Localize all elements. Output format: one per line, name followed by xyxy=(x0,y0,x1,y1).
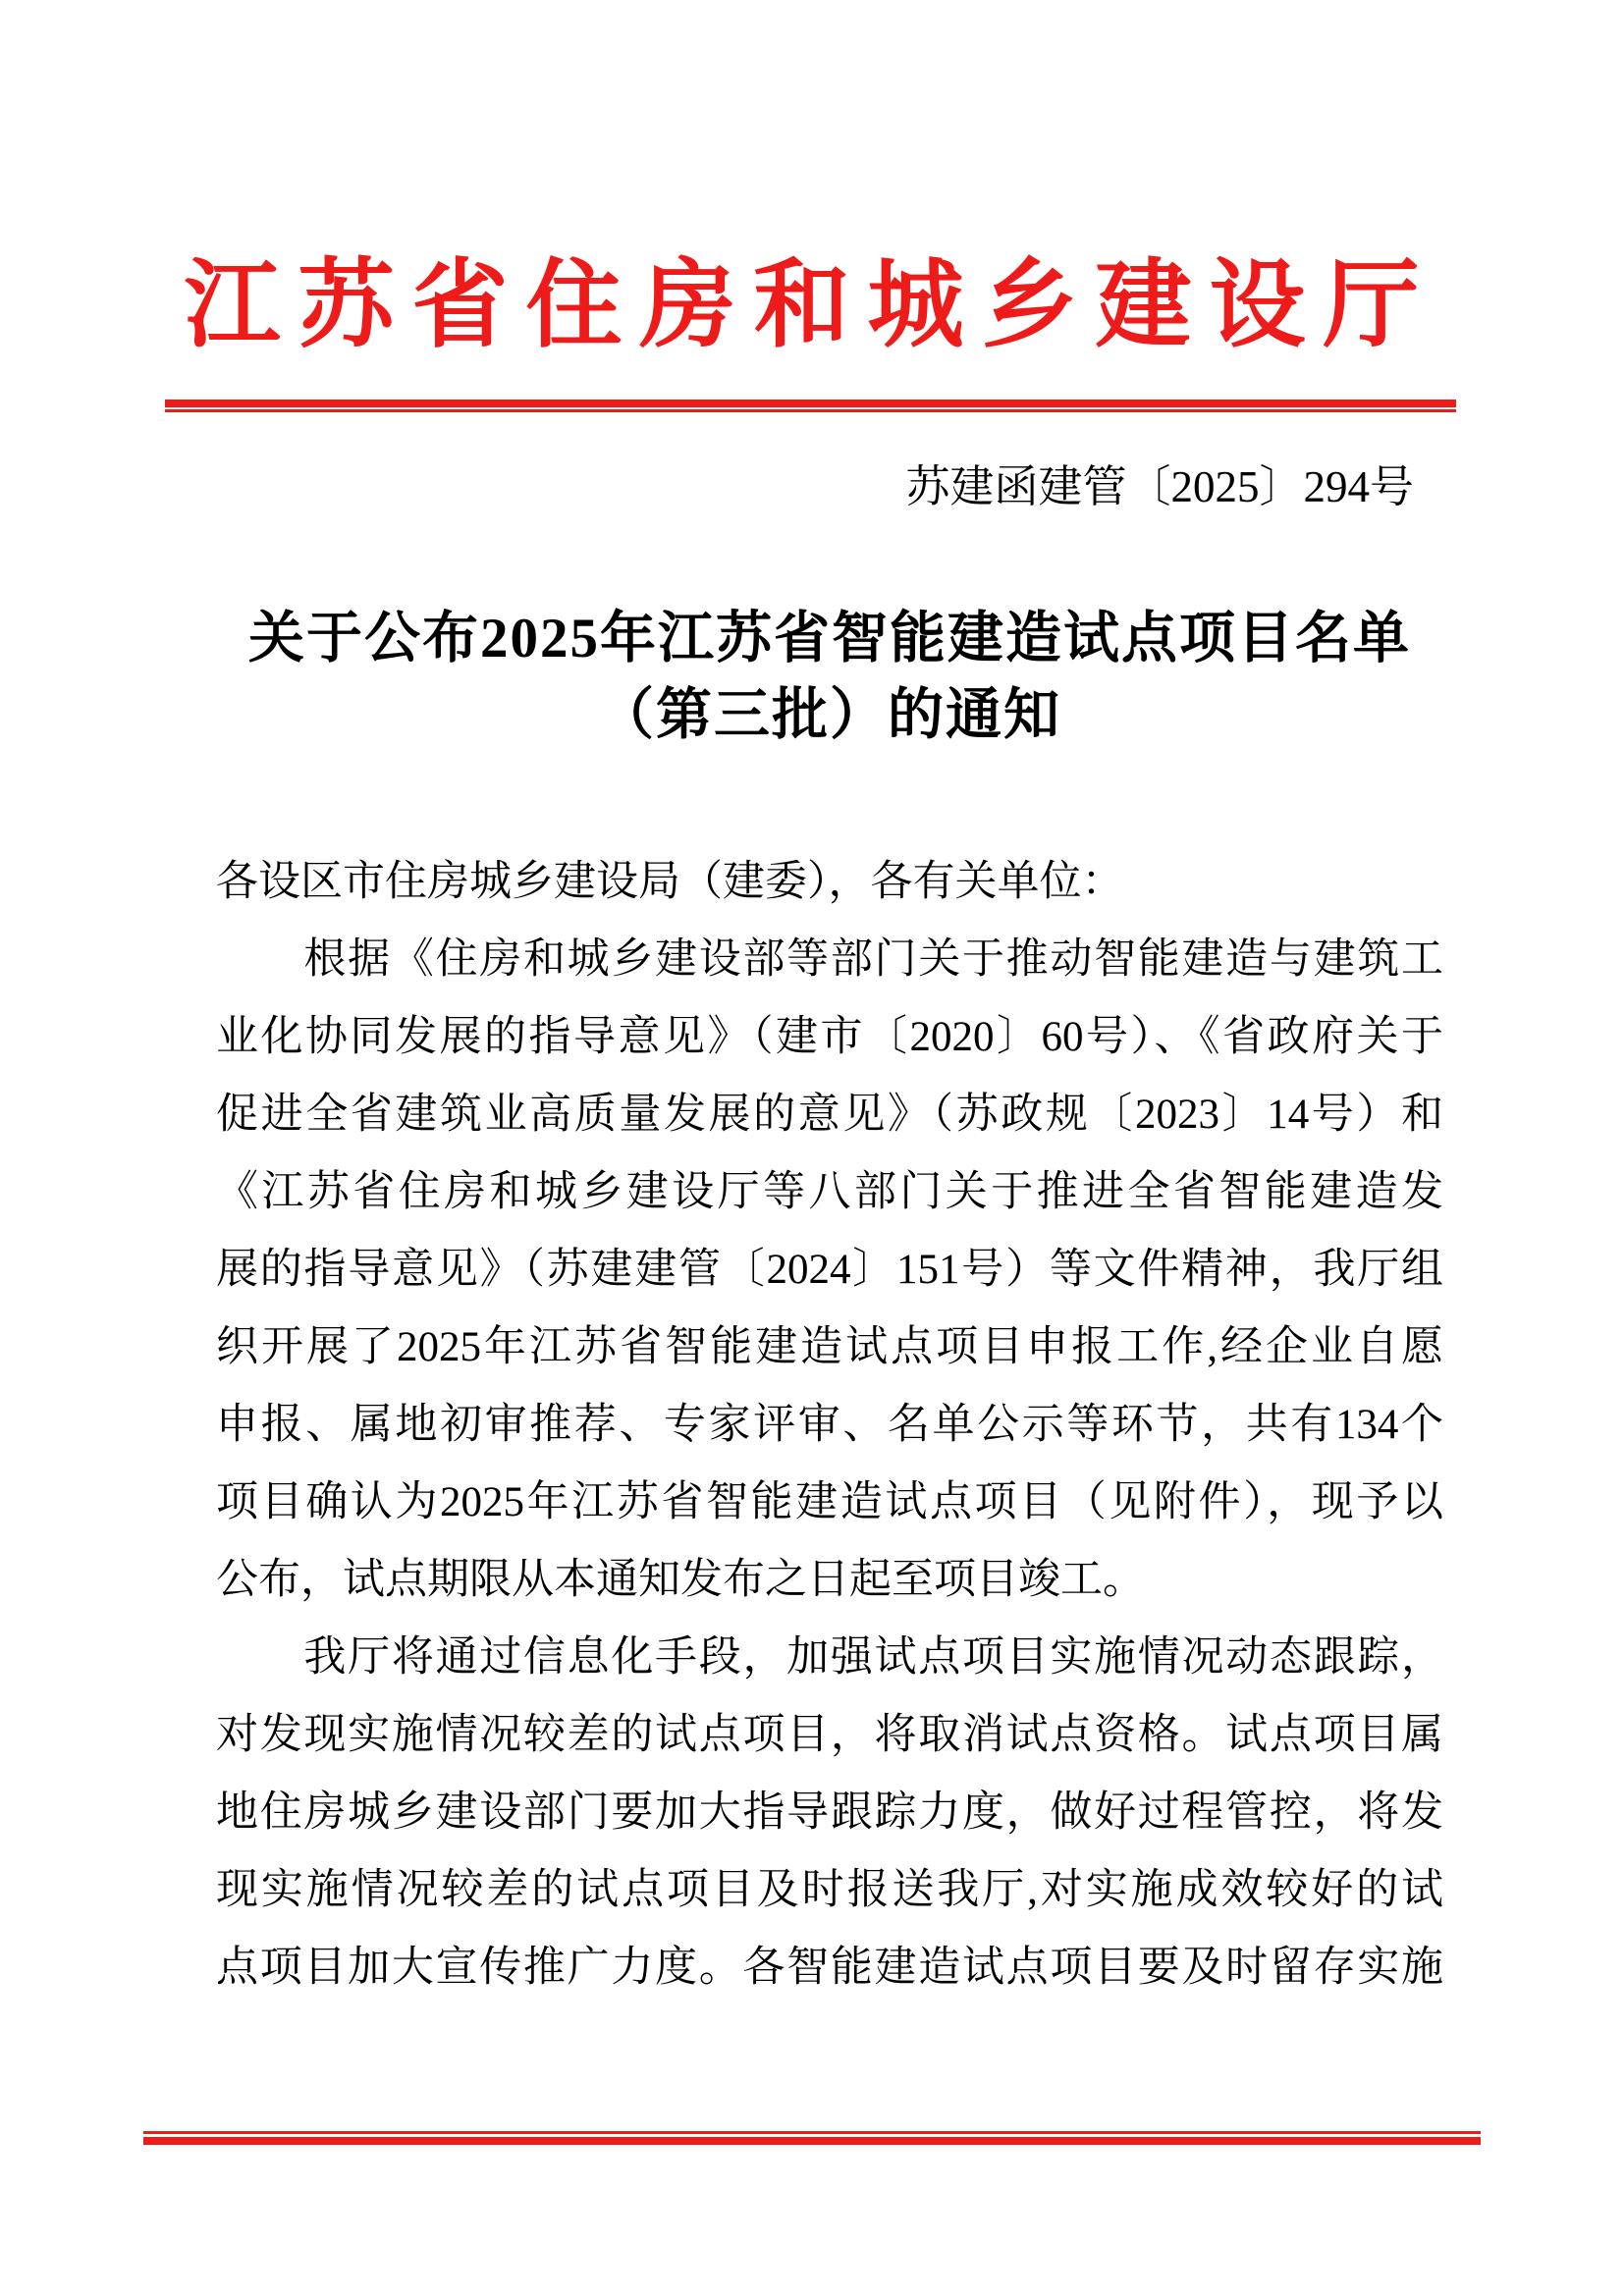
notice-body xyxy=(216,843,1443,2006)
letterhead-top-rule xyxy=(165,400,1456,412)
footer-rule-thick-bar xyxy=(143,2137,1481,2145)
body-line: 我厅将通过信息化手段，加强试点项目实施情况动态跟踪， xyxy=(216,1634,1443,1681)
notice-title-line2: （第三批）的通知 xyxy=(598,684,1061,746)
notice-title-line1: 关于公布2025年江苏省智能建造试点项目名单 xyxy=(248,608,1411,669)
body-line: 展的指导意见》（苏建建管〔2024〕151号）等文件精神，我厅组 xyxy=(216,1247,1443,1293)
letterhead-agency-name: 江苏省住房和城乡建设厅 xyxy=(184,253,1437,359)
top-rule-thin-bar xyxy=(165,409,1456,412)
body-line: 现实施情况较差的试点项目及时报送我厅,对实施成效较好的试 xyxy=(216,1867,1443,1913)
body-line: 地住房城乡建设部门要加大指导跟踪力度，做好过程管控，将发 xyxy=(216,1789,1443,1836)
body-line: 织开展了2025年江苏省智能建造试点项目申报工作,经企业自愿 xyxy=(216,1324,1443,1370)
body-line: 业化协同发展的指导意见》（建市〔2020〕60号）、《省政府关于 xyxy=(216,1014,1443,1060)
body-line: 公布，试点期限从本通知发布之日起至项目竣工。 xyxy=(216,1557,1145,1603)
document-reference-number: 苏建函建管〔2025〕294号 xyxy=(905,462,1414,511)
footer-rule xyxy=(143,2131,1481,2145)
body-line: 项目确认为2025年江苏省智能建造试点项目（见附件），现予以 xyxy=(216,1479,1443,1525)
body-line: 申报、属地初审推荐、专家评审、名单公示等环节，共有134个 xyxy=(216,1402,1443,1448)
body-line: 点项目加大宣传推广力度。各智能建造试点项目要及时留存实施 xyxy=(216,1945,1443,1991)
body-line: 《江苏省住房和城乡建设厅等八部门关于推进全省智能建造发 xyxy=(216,1169,1443,1215)
body-line: 对发现实施情况较差的试点项目，将取消试点资格。试点项目属 xyxy=(216,1712,1443,1758)
body-line: 根据《住房和城乡建设部等部门关于推动智能建造与建筑工 xyxy=(216,936,1443,983)
top-rule-thick-bar xyxy=(165,400,1456,407)
body-line: 各设区市住房城乡建设局（建委），各有关单位： xyxy=(216,859,1124,905)
body-line: 促进全省建筑业高质量发展的意见》（苏政规〔2023〕14号）和 xyxy=(216,1092,1443,1138)
notice-title xyxy=(216,601,1443,754)
